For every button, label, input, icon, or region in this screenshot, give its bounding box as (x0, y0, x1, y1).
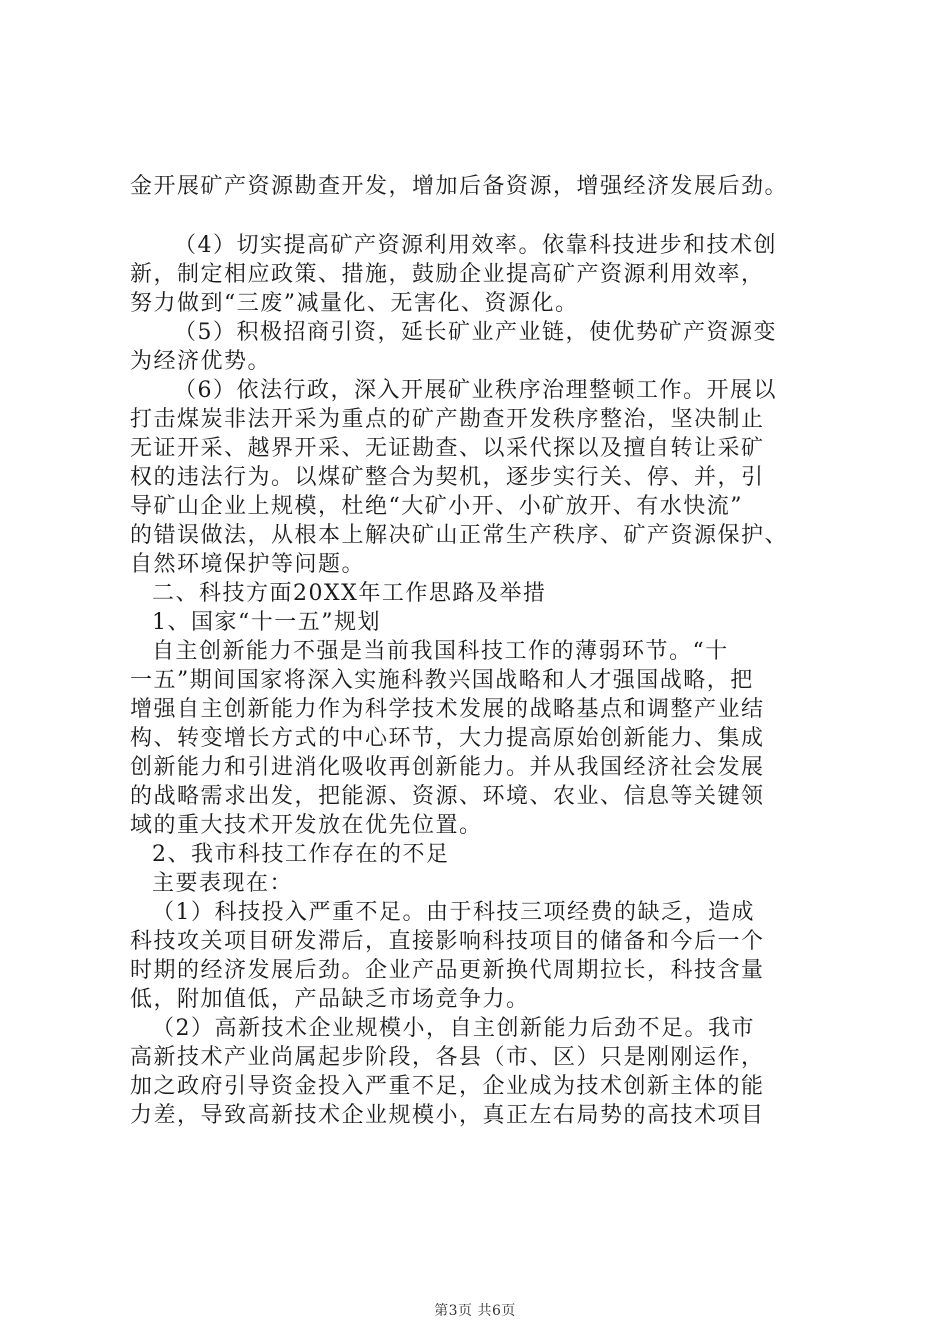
text-line: 2、我市科技工作存在的不足 (152, 842, 450, 867)
text-line: （1）科技投入严重不足。由于科技三项经费的缺乏，造成 (152, 900, 755, 925)
text-line: 打击煤炭非法开采为重点的矿产勘查开发秩序整治，坚决制止 (130, 407, 765, 432)
text-line: 努力做到“三废”减量化、无害化、资源化。 (130, 291, 579, 316)
text-line: （2）高新技术企业规模小，自主创新能力后劲不足。我市 (152, 1016, 755, 1041)
text-line: （6）依法行政，深入开展矿业秩序治理整顿工作。开展以 (174, 378, 777, 403)
text-line: 导矿山企业上规模，杜绝“大矿小开、小矿放开、有水快流” (130, 494, 743, 519)
text-line: 主要表现在： (152, 871, 294, 896)
text-line: 为经济优势。 (130, 349, 272, 374)
text-line: 一五”期间国家将深入实施科教兴国战略和人才强国战略，把 (130, 668, 754, 693)
text-line: 权的违法行为。以煤矿整合为契机，逐步实行关、停、并，引 (130, 465, 765, 490)
text-line: 无证开采、越界开采、无证勘查、以采代探以及擅自转让采矿 (130, 436, 765, 461)
text-line: 力差，导致高新技术企业规模小，真正左右局势的高技术项目 (130, 1103, 765, 1128)
text-line: 增强自主创新能力作为科学技术发展的战略基点和调整产业结 (130, 697, 765, 722)
text-line: 科技攻关项目研发滞后，直接影响科技项目的储备和今后一个 (130, 929, 765, 954)
text-line: 1、国家“十一五”规划 (152, 610, 381, 635)
text-line: （4）切实提高矿产资源利用效率。依靠科技进步和技术创 (174, 233, 777, 258)
page-footer: 第3页 共6页 (434, 1303, 516, 1319)
text-line: （5）积极招商引资，延长矿业产业链，使优势矿产资源变 (174, 320, 777, 345)
text-line: 金开展矿产资源勘查开发，增加后备资源，增强经济发展后劲。 (130, 174, 789, 199)
text-line: 构、转变增长方式的中心环节，大力提高原始创新能力、集成 (130, 726, 765, 751)
paragraph-gap (130, 201, 850, 231)
text-line: 加之政府引导资金投入严重不足，企业成为技术创新主体的能 (130, 1074, 765, 1099)
text-line: 自主创新能力不强是当前我国科技工作的薄弱环节。“十 (152, 639, 729, 664)
text-line: 时期的经济发展后劲。企业产品更新换代周期拉长，科技含量 (130, 958, 765, 983)
text-line: 新，制定相应政策、措施，鼓励企业提高矿产资源利用效率， (130, 262, 765, 287)
text-line: 低，附加值低，产品缺乏市场竞争力。 (130, 987, 530, 1012)
text-line: 创新能力和引进消化吸收再创新能力。并从我国经济社会发展 (130, 755, 765, 780)
text-line: 域的重大技术开发放在优先位置。 (130, 813, 483, 838)
text-line: 高新技术产业尚属起步阶段，各县（市、区）只是刚刚运作， (130, 1045, 765, 1070)
text-line: 的战略需求出发，把能源、资源、环境、农业、信息等关键领 (130, 784, 765, 809)
text-line: 的错误做法，从根本上解决矿山正常生产秩序、矿产资源保护、 (130, 523, 789, 548)
text-line: 自然环境保护等问题。 (130, 552, 366, 577)
document-body (130, 172, 850, 1130)
text-line: 二、科技方面20XX年工作思路及举措 (152, 581, 547, 606)
